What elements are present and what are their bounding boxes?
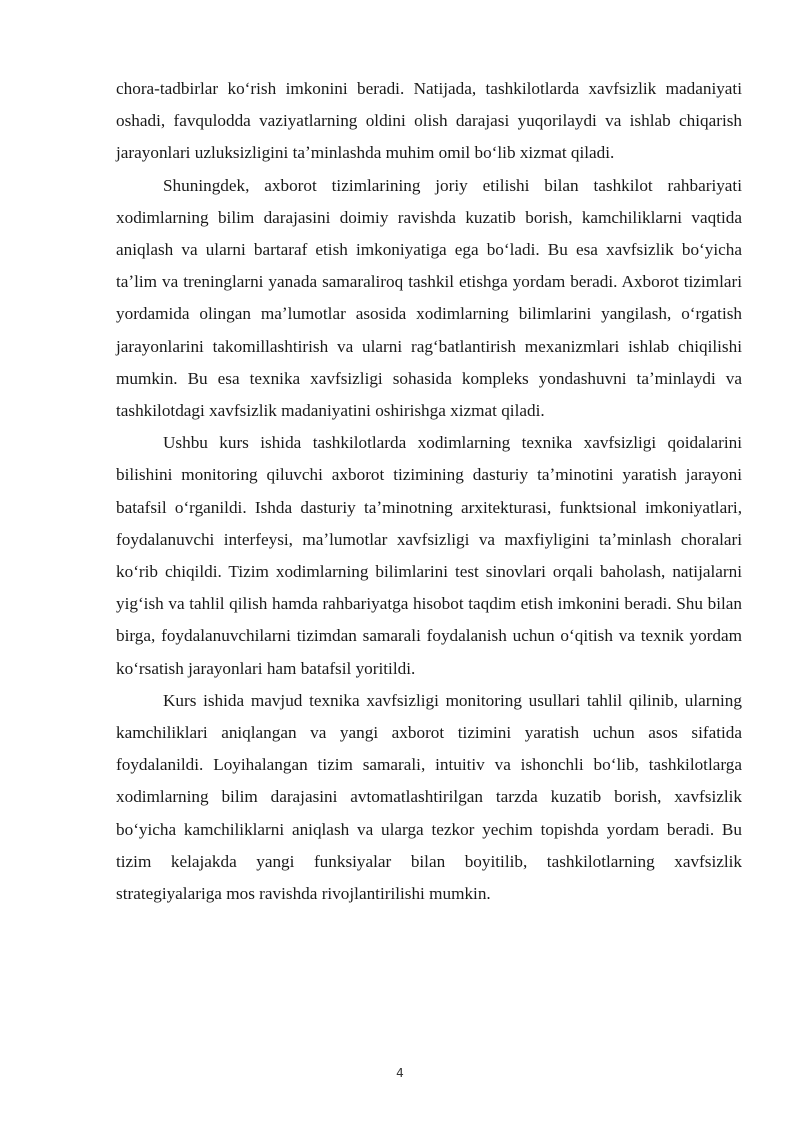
paragraph: Shuningdek, axborot tizimlarining joriy etilishi bilan tashkilot rahbariyati xodimlarning bilim darajasini doimiy ravishda kuzatib borish, kamchiliklarni vaqtida aniqlash va ularni bartaraf etish imkoniyatiga ega boʻladi. Bu esa xavfsizlik boʻyicha taʼlim va treninglarni yanada samaraliroq tashkil etishga yordam beradi. Axborot tizimlari yordamida olingan maʼlumotlar asosida xodimlarning bilimlarini yangilash, oʻrgatish jarayonlarini takomillashtirish va ularni ragʻbatlantirish mexanizmlari ishlab chiqilishi mumkin. Bu esa texnika xavfsizligi sohasida kompleks yondashuvni taʼminlaydi va tashkilotdagi xavfsizlik madaniyatini oshirishga xizmat qiladi. [116,175,742,421]
body-text [116,73,742,910]
paragraph-continuation: chora-tadbirlar koʻrish imkonini beradi. Natijada, tashkilotlarda xavfsizlik madaniyati oshadi, favqulodda vaziyatlarning oldini olish darajasi yuqorilaydi va ishlab chiqarish jarayonlari uzluksizligini taʼminlashda muhim omil boʻlib xizmat qiladi. [116,79,742,163]
page-number: 4 [396,1066,404,1080]
paragraph: Ushbu kurs ishida tashkilotlarda xodimlarning texnika xavfsizligi qoidalarini bilishini monitoring qiluvchi axborot tizimining dasturiy taʼminotini yaratish jarayoni batafsil oʻrganildi. Ishda dasturiy taʼminotning arxitekturasi, funktsional imkoniyatlari, foydalanuvchi interfeysi, maʼlumotlar xavfsizligi va maxfiyligini taʼminlash choralari koʻrib chiqildi. Tizim xodimlarning bilimlarini test sinovlari orqali baholash, natijalarni yigʻish va tahlil qilish hamda rahbariyatga hisobot taqdim etish imkonini beradi. Shu bilan birga, foydalanuvchilarni tizimdan samarali foydalanish uchun oʻqitish va texnik yordam koʻrsatish jarayonlari ham batafsil yoritildi. [116,433,742,678]
paragraph: Kurs ishida mavjud texnika xavfsizligi monitoring usullari tahlil qilinib, ularning kamchiliklari aniqlangan va yangi axborot tizimini yaratish uchun asos sifatida foydalanildi. Loyihalangan tizim samarali, intuitiv va ishonchli boʻlib, tashkilotlarga xodimlarning bilim darajasini avtomatlashtirilgan tarzda kuzatib borish, xavfsizlik boʻyicha kamchiliklarni aniqlash va ularga tezkor yechim topishda yordam beradi. Bu tizim kelajakda yangi funksiyalar bilan boyitilib, tashkilotlarning xavfsizlik strategiyalariga mos ravishda rivojlantirilishi mumkin. [116,690,742,904]
